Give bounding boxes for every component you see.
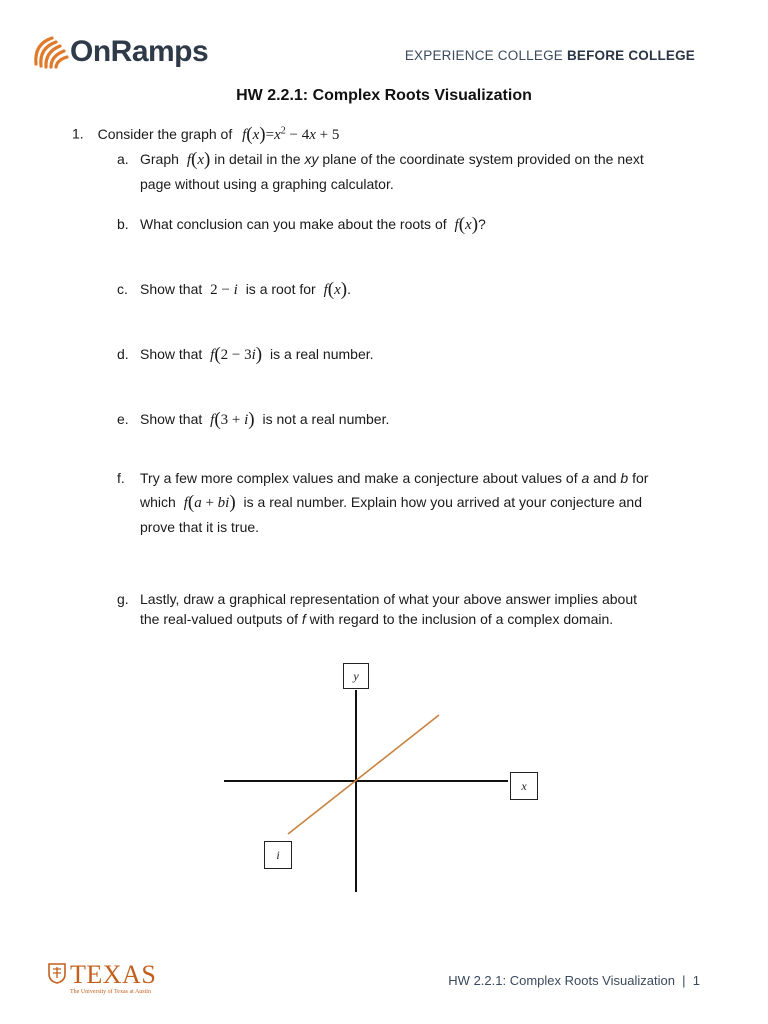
tagline-regular: EXPERIENCE COLLEGE — [404, 48, 567, 63]
question-number: 1. — [72, 125, 84, 142]
item-f-and: and — [593, 470, 617, 486]
x-axis-label: x — [510, 772, 538, 800]
item-f-for: for — [632, 470, 649, 486]
i-axis-label: i — [264, 841, 292, 869]
function-definition: $f(x)=x^2 - 4x + 5$ — [242, 123, 340, 145]
texas-wordmark: TEXAS — [70, 960, 157, 989]
item-f-b: b — [620, 470, 629, 486]
page-title: HW 2.2.1: Complex Roots Visualization — [236, 87, 532, 104]
item-d-post: is a real number. — [270, 346, 374, 362]
item-a-post2: plane of the coordinate system provided on the next — [322, 151, 644, 167]
item-b-post: ? — [478, 216, 486, 232]
texas-subtitle: The University of Texas at Austin — [70, 989, 151, 995]
item-e-pre: Show that — [140, 411, 203, 427]
item-f: f. Try a few more complex values and make a conjecture about values of a and b for which f(a + bi) is a real number. Explain how you arrived at your conjecture and prove that it is true. — [117, 466, 707, 539]
item-g-line1: Lastly, draw a graphical representation of what your above answer implies about — [140, 591, 638, 607]
item-c-label: c. — [117, 281, 128, 297]
item-a: a. Graph f(x) in detail in the xy plane of the coordinate system provided on the next page without using a graphing calculator. — [117, 149, 644, 192]
item-a-line2: page without using a graphing calculator. — [140, 176, 394, 192]
item-f-a: a — [581, 470, 590, 486]
item-a-xy: xy — [304, 151, 319, 167]
item-a-pre: Graph — [140, 151, 179, 167]
item-e-label: e. — [117, 411, 129, 427]
item-b-label: b. — [117, 216, 129, 232]
y-axis-label: y — [343, 663, 369, 689]
item-g-line2-post: with regard to the inclusion of a complex domain. — [309, 611, 614, 627]
item-a-label: a. — [117, 151, 129, 167]
footer-page-ref: HW 2.2.1: Complex Roots Visualization | 1 — [448, 973, 700, 988]
item-f-line2-pre: which — [140, 494, 176, 510]
item-c: c. Show that 2 − i is a root for f(x). — [117, 279, 351, 300]
question-intro: Consider the graph of — [97, 125, 233, 142]
texas-seal-icon — [47, 962, 67, 984]
brand-name: OnRamps — [70, 35, 209, 68]
item-a-post: in detail in the — [214, 151, 301, 167]
item-e: e. Show that f(3 + i) is not a real number. — [117, 409, 390, 430]
item-f-line2-post: is a real number. Explain how you arrived at your conjecture and — [243, 494, 642, 510]
item-f-line1: Try a few more complex values and make a conjecture about values of — [140, 470, 578, 486]
item-f-label: f. — [117, 470, 125, 486]
item-d: d. Show that f(2 − 3i) is a real number. — [117, 344, 374, 365]
item-b: b. What conclusion can you make about the roots of f(x)? — [117, 214, 486, 235]
item-c-end: . — [347, 281, 351, 297]
item-g-label: g. — [117, 591, 129, 607]
item-g-line2-pre: the real-valued outputs of — [140, 611, 298, 627]
item-e-post: is not a real number. — [262, 411, 390, 427]
item-b-pre: What conclusion can you make about the roots of — [140, 216, 447, 232]
tagline-bold: BEFORE COLLEGE — [566, 48, 695, 63]
item-g-f: f — [301, 611, 306, 627]
texas-logo — [47, 962, 156, 995]
complex-axis-line — [288, 715, 439, 834]
item-d-pre: Show that — [140, 346, 203, 362]
item-d-label: d. — [117, 346, 129, 362]
item-c-post: is a root for — [245, 281, 316, 297]
item-f-line3: prove that it is true. — [140, 519, 260, 535]
item-c-pre: Show that — [140, 281, 203, 297]
